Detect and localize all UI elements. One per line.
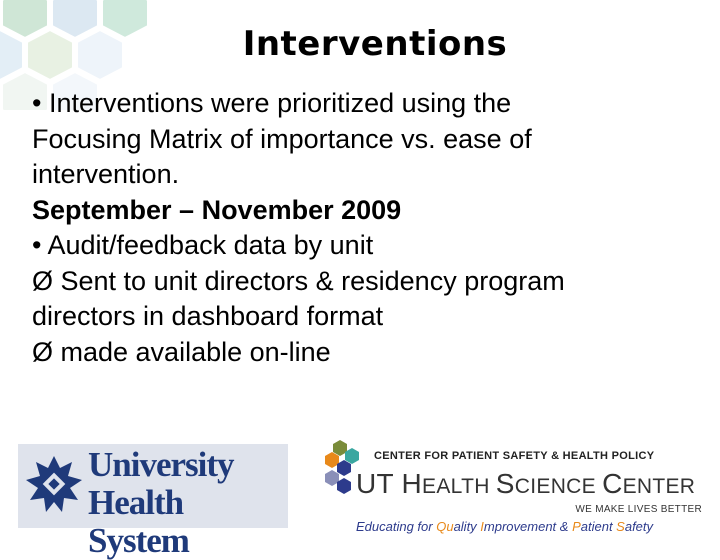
slogan-accent: Qu (436, 519, 454, 534)
ut-word-c: C (602, 468, 623, 499)
ut-tagline: WE MAKE LIVES BETTER (575, 504, 702, 515)
ut-word-cience: CIENCE (514, 475, 603, 498)
date-range-heading: September – November 2009 (32, 194, 402, 225)
slide-body (32, 86, 702, 370)
uhs-wordmark (88, 446, 288, 560)
slogan-part: atient (580, 519, 617, 534)
slogan-part: Educating for (356, 519, 437, 534)
slogan-accent: S (616, 519, 625, 534)
ut-health-science-center-logo (322, 440, 720, 540)
text-intervention: intervention. (32, 159, 180, 189)
ut-word-enter: ENTER (622, 475, 696, 498)
slogan-part: ality (453, 519, 481, 534)
university-health-system-logo (18, 444, 288, 560)
ut-educating-slogan (356, 519, 653, 534)
ut-word-ealth: EALTH (422, 475, 496, 498)
slogan-accent: P (572, 519, 581, 534)
uhs-star-emblem-icon (24, 454, 84, 518)
bullet-audit-feedback: • Audit/feedback data by unit (32, 230, 374, 260)
slogan-accent: I (480, 519, 484, 534)
subbullet-online: Ø made available on-line (32, 336, 331, 367)
text-focusing-matrix: Focusing Matrix of importance vs. ease of (32, 123, 532, 154)
ut-word: UT (356, 468, 402, 499)
slogan-part: afety (624, 519, 654, 534)
slide-title: Interventions (242, 24, 508, 64)
bullet-prioritized: • Interventions were prioritized using the (32, 88, 512, 118)
ut-center-line: CENTER FOR PATIENT SAFETY & HEALTH POLICY (374, 450, 655, 462)
uhs-line-2: Health System (88, 483, 189, 560)
subbullet-sent-to-directors: Ø Sent to unit directors & residency program (32, 265, 565, 296)
ut-main-wordmark (356, 468, 695, 500)
uhs-line-1: University (88, 445, 234, 484)
text-dashboard-format: directors in dashboard format (32, 301, 384, 331)
ut-word-s: S (495, 468, 515, 499)
slogan-part: mprovement & (483, 519, 573, 534)
ut-word-h: H (401, 468, 423, 499)
